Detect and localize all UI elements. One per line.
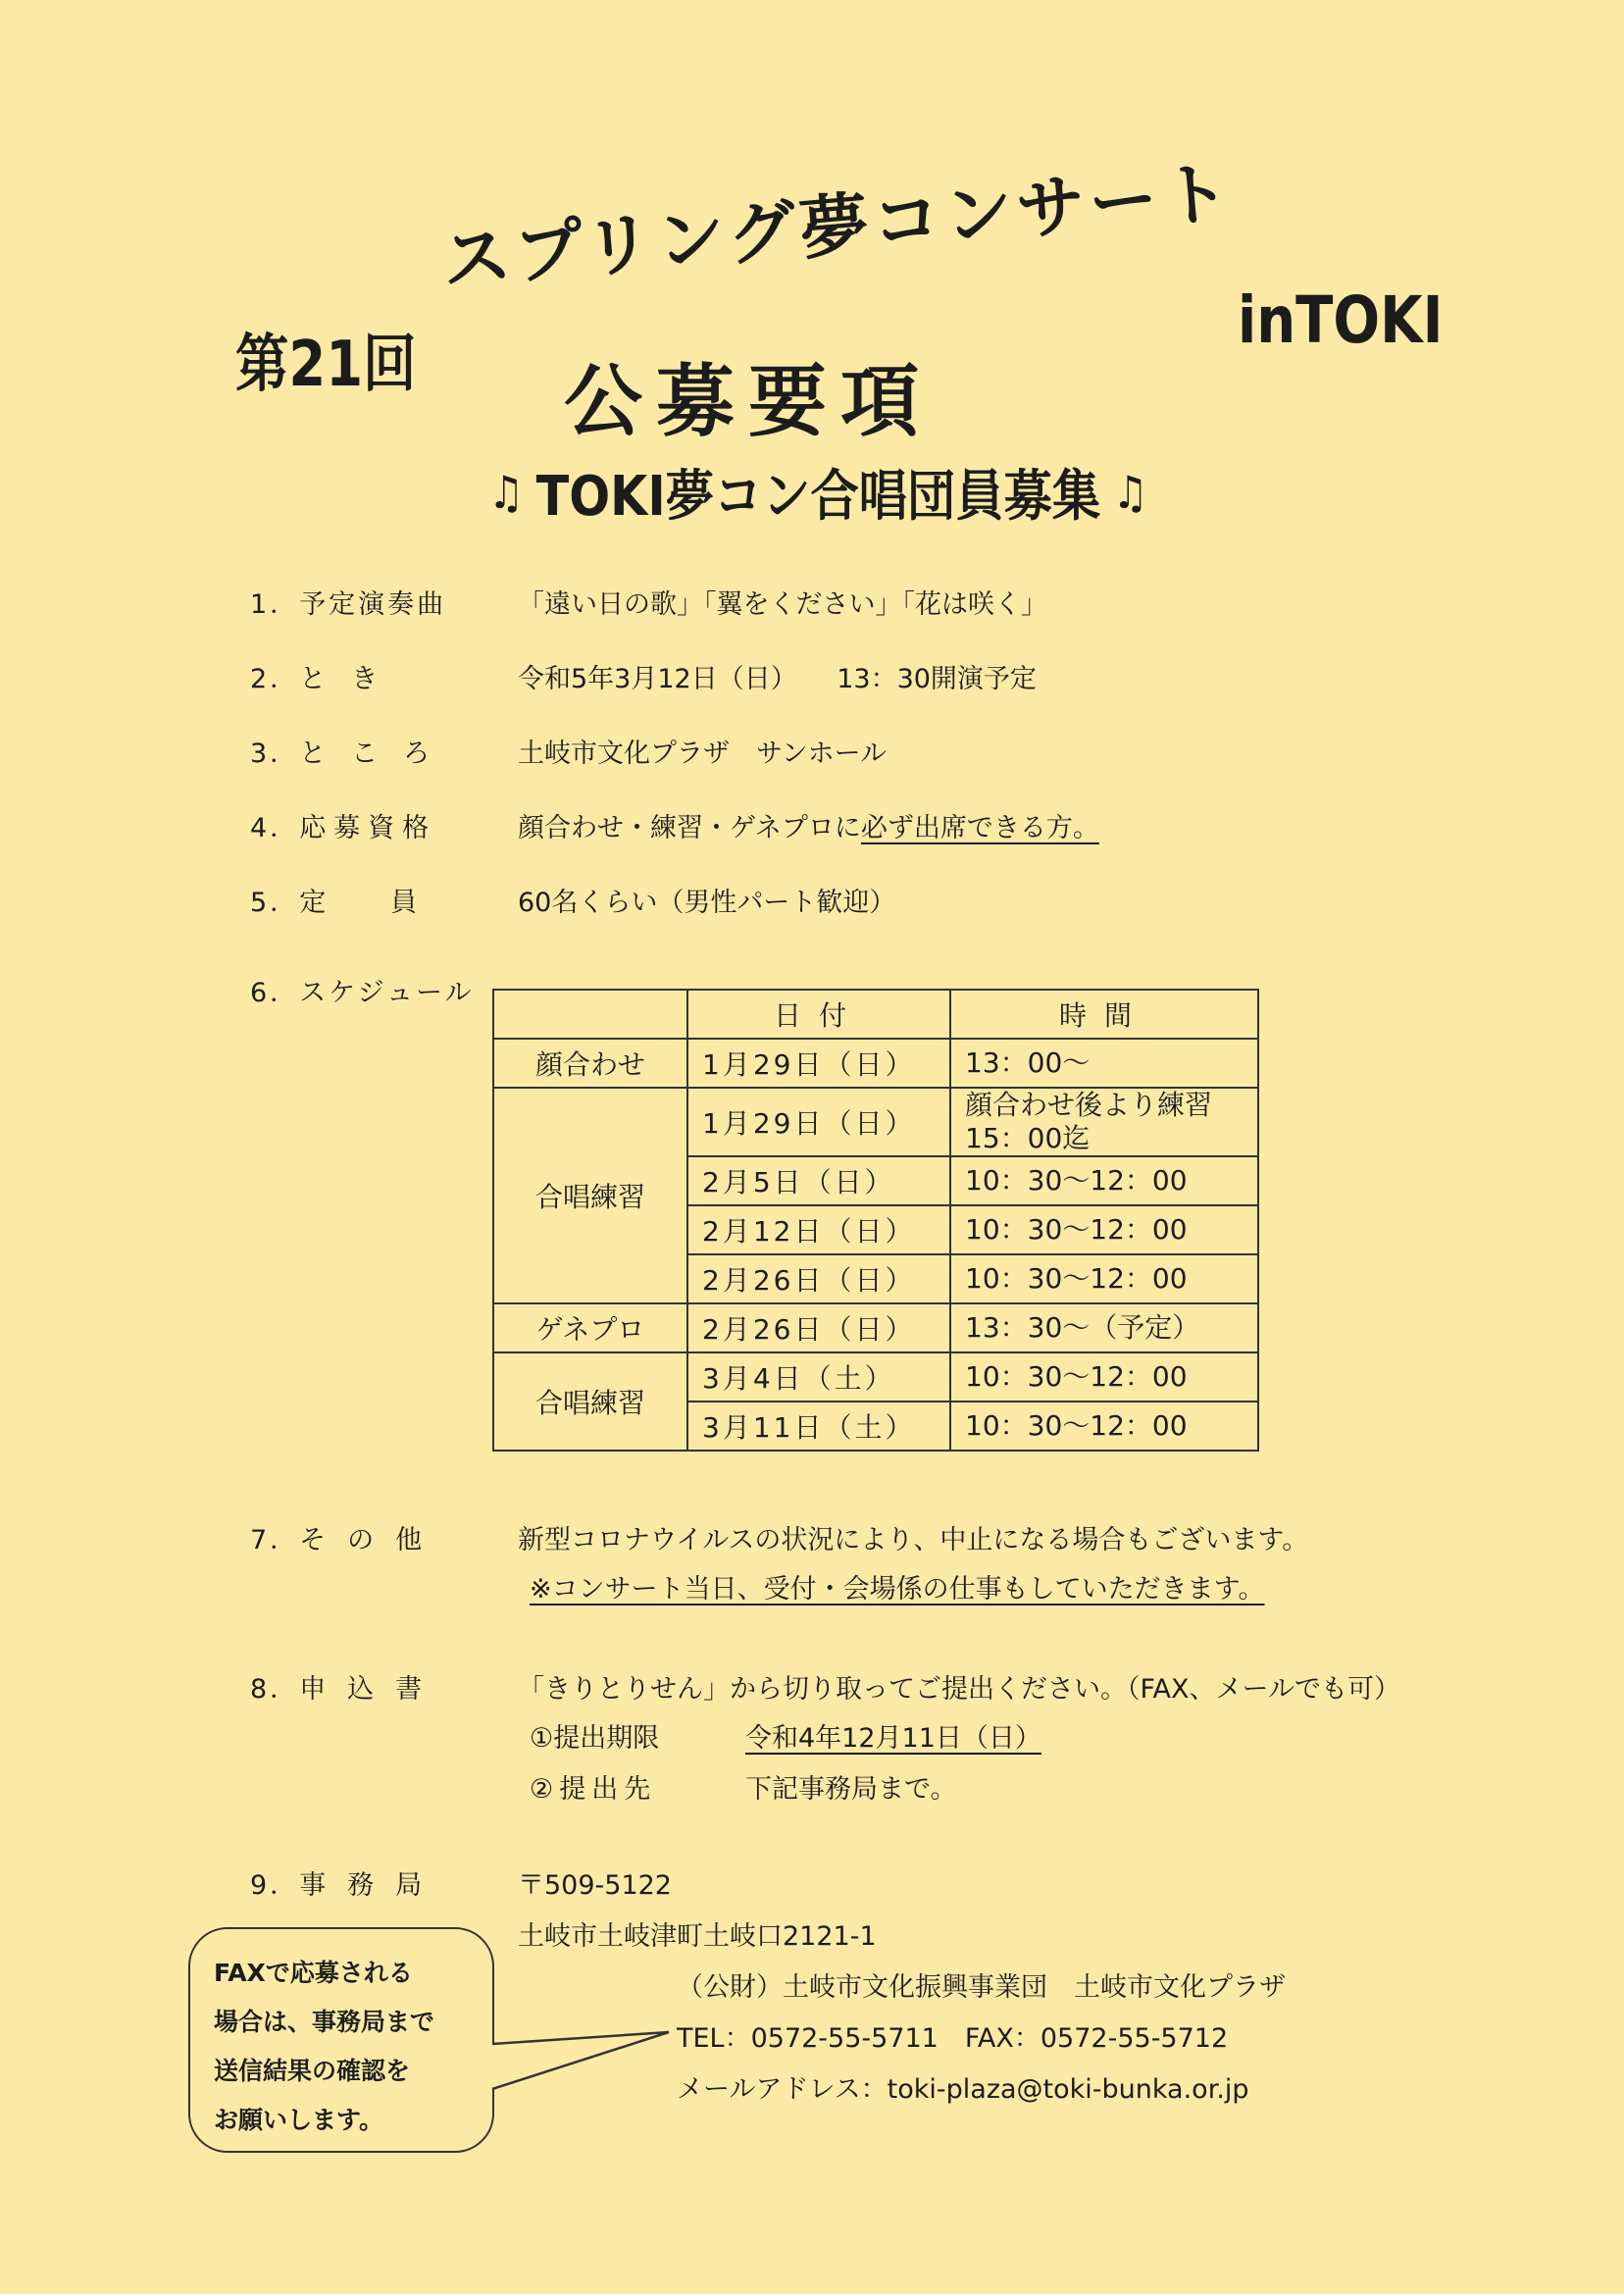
office-postal: 〒509-5122 bbox=[518, 1870, 672, 1901]
edition-label: 第21回 bbox=[235, 329, 417, 401]
item-7-line1: 新型コロナウイルスの状況により、中止になる場合もございます。 bbox=[518, 1525, 1309, 1555]
date-cell: 2月12日（日） bbox=[687, 1205, 950, 1254]
item-8-label: 8．申込書 bbox=[250, 1674, 444, 1705]
date-cell: 2月5日（日） bbox=[687, 1156, 950, 1205]
item-5-label: 5．定員 bbox=[250, 888, 482, 918]
subtitle-text: TOKI夢コン合唱団員募集 bbox=[535, 465, 1101, 529]
item-3-value: 土岐市文化プラザ サンホール bbox=[518, 739, 888, 769]
item-5-value: 60名くらい（男性パート歓迎） bbox=[518, 888, 896, 918]
time-cell: 13：00～ bbox=[950, 1039, 1258, 1088]
time-cell: 13：30～（予定） bbox=[950, 1303, 1258, 1352]
time-cell: 10：30～12：00 bbox=[950, 1254, 1258, 1303]
bubble-pointer bbox=[490, 2028, 686, 2107]
item-7-label: 7．その他 bbox=[250, 1525, 444, 1555]
time-cell: 10：30～12：00 bbox=[950, 1205, 1258, 1254]
music-note-icon: ♫ bbox=[1112, 466, 1148, 519]
date-cell: 2月26日（日） bbox=[687, 1254, 950, 1303]
item-7-line2: ※コンサート当日、受付・会場係の仕事もしていただきます。 bbox=[530, 1574, 1265, 1605]
location-tag: inTOKI bbox=[1238, 282, 1444, 358]
office-org: （公財）土岐市文化振興事業団 土岐市文化プラザ bbox=[677, 1972, 1286, 2003]
table-header-date: 日付 bbox=[687, 990, 950, 1039]
table-header-row bbox=[493, 990, 1258, 1039]
item-8-line1: 「きりとりせん」から切り取ってご提出ください。（FAX、メールでも可） bbox=[518, 1674, 1400, 1705]
activity-cell: 顔合わせ bbox=[493, 1039, 687, 1088]
time-cell: 10：30～12：00 bbox=[950, 1352, 1258, 1402]
activity-cell: 合唱練習 bbox=[493, 1088, 687, 1303]
item-3-label: 3．ところ bbox=[250, 739, 456, 769]
table-row bbox=[493, 1039, 1258, 1088]
date-cell: 1月29日（日） bbox=[687, 1088, 950, 1156]
date-cell: 2月26日（日） bbox=[687, 1303, 950, 1352]
item-2-label: 2．とき bbox=[250, 664, 404, 694]
fax-note-bubble: FAXで応募される 場合は、事務局まで 送信結果の確認を お願いします。 bbox=[188, 1927, 494, 2153]
deadline-label: ①提出期限 bbox=[530, 1723, 660, 1754]
activity-cell: 合唱練習 bbox=[493, 1352, 687, 1451]
series-title: スプリング夢コンサート bbox=[438, 151, 1238, 302]
item-4-value: 顔合わせ・練習・ゲネプロに必ず出席できる方。 bbox=[518, 813, 1099, 843]
table-row bbox=[493, 1303, 1258, 1352]
music-note-icon: ♫ bbox=[488, 466, 525, 519]
table-header-empty bbox=[493, 990, 687, 1039]
page-title: 公募要項 bbox=[564, 356, 933, 447]
time-cell: 10：30～12：00 bbox=[950, 1156, 1258, 1205]
activity-cell: ゲネプロ bbox=[493, 1303, 687, 1352]
item-1-value: 「遠い日の歌」「翼をください」「花は咲く」 bbox=[518, 589, 1047, 620]
office-phones: TEL：0572-55-5711 FAX：0572-55-5712 bbox=[677, 2023, 1229, 2054]
page-subtitle bbox=[488, 453, 1148, 532]
table-header-time: 時間 bbox=[950, 990, 1258, 1039]
office-address: 土岐市土岐津町土岐口2121-1 bbox=[518, 1921, 877, 1952]
date-cell: 3月11日（土） bbox=[687, 1402, 950, 1451]
item-1-label: 1．予定演奏曲 bbox=[250, 589, 447, 620]
schedule-table bbox=[492, 989, 1259, 1452]
item-9-label: 9．事務局 bbox=[250, 1870, 444, 1901]
destination-label: ②提出先 bbox=[530, 1774, 657, 1805]
time-cell: 10：30～12：00 bbox=[950, 1402, 1258, 1451]
item-2-value: 令和5年3月12日（日） 13：30開演予定 bbox=[518, 664, 1037, 694]
item-4-label: 4．応募資格 bbox=[250, 813, 437, 843]
date-cell: 3月4日（土） bbox=[687, 1352, 950, 1402]
office-email: メールアドレス：toki-plaza@toki-bunka.or.jp bbox=[677, 2074, 1249, 2105]
item-6-label: 6．スケジュール bbox=[250, 978, 475, 1008]
destination-value: 下記事務局まで。 bbox=[745, 1774, 957, 1805]
date-cell: 1月29日（日） bbox=[687, 1039, 950, 1088]
table-row bbox=[493, 1352, 1258, 1402]
table-row bbox=[493, 1088, 1258, 1156]
time-cell: 顔合わせ後より練習 15：00迄 bbox=[950, 1088, 1258, 1156]
deadline-value: 令和4年12月11日（日） bbox=[745, 1723, 1041, 1754]
